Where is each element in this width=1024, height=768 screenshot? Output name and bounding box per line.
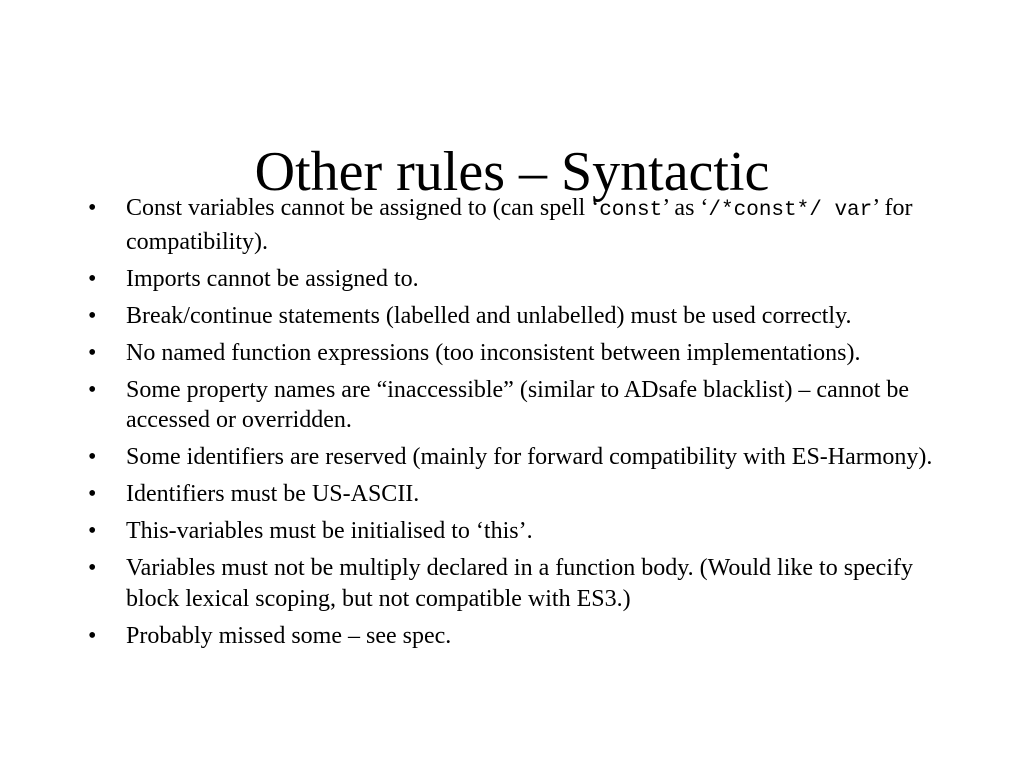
- text-segment: ’ as ‘: [662, 195, 709, 221]
- bullet-item: [88, 375, 948, 436]
- bullet-icon: •: [88, 376, 97, 403]
- bullet-icon: •: [88, 555, 97, 581]
- text-segment: ’ for compatibility).: [126, 195, 913, 255]
- bullet-icon: •: [88, 195, 97, 221]
- bullet-item: [88, 516, 948, 547]
- bullet-item: [88, 338, 948, 369]
- bullet-text: [126, 195, 912, 255]
- bullet-item: [88, 479, 948, 510]
- code-segment: /*const*/ var: [708, 199, 873, 222]
- bullet-item: [88, 621, 948, 652]
- text-segment: Const variables cannot be assigned to (can spell ‘: [126, 195, 600, 221]
- bullet-text: Imports cannot be assigned to.: [126, 265, 419, 292]
- bullet-item: [88, 301, 948, 332]
- bullet-text: This-variables must be initialised to ‘this’.: [126, 518, 533, 544]
- bullet-text: Some identifiers are reserved (mainly for forward compatibility with ES-Harmony).: [126, 444, 933, 470]
- bullet-list: [88, 193, 948, 658]
- bullet-item: [88, 442, 948, 473]
- bullet-item: [88, 553, 948, 614]
- bullet-text: Identifiers must be US-ASCII.: [126, 481, 420, 507]
- bullet-icon: •: [88, 265, 97, 292]
- bullet-text: Break/continue statements (labelled and unlabelled) must be used correctly.: [126, 302, 852, 329]
- bullet-icon: •: [88, 481, 97, 507]
- bullet-icon: •: [88, 302, 97, 329]
- bullet-text: Some property names are “inaccessible” (similar to ADsafe blacklist) – cannot be accessed or overridden.: [126, 376, 910, 433]
- bullet-item: [88, 264, 948, 295]
- code-segment: const: [599, 199, 663, 222]
- bullet-icon: •: [88, 518, 97, 544]
- bullet-text: No named function expressions (too inconsistent between implementations).: [126, 339, 861, 366]
- bullet-item: [88, 193, 948, 257]
- slide-title: Other rules – Syntactic: [254, 140, 770, 203]
- bullet-icon: •: [88, 339, 97, 366]
- bullet-text: Probably missed some – see spec.: [126, 622, 452, 649]
- bullet-text: Variables must not be multiply declared in a function body. (Would like to specify block lexical scoping, but not compatible with ES3.): [126, 555, 913, 612]
- bullet-icon: •: [88, 444, 97, 470]
- bullet-icon: •: [88, 622, 97, 649]
